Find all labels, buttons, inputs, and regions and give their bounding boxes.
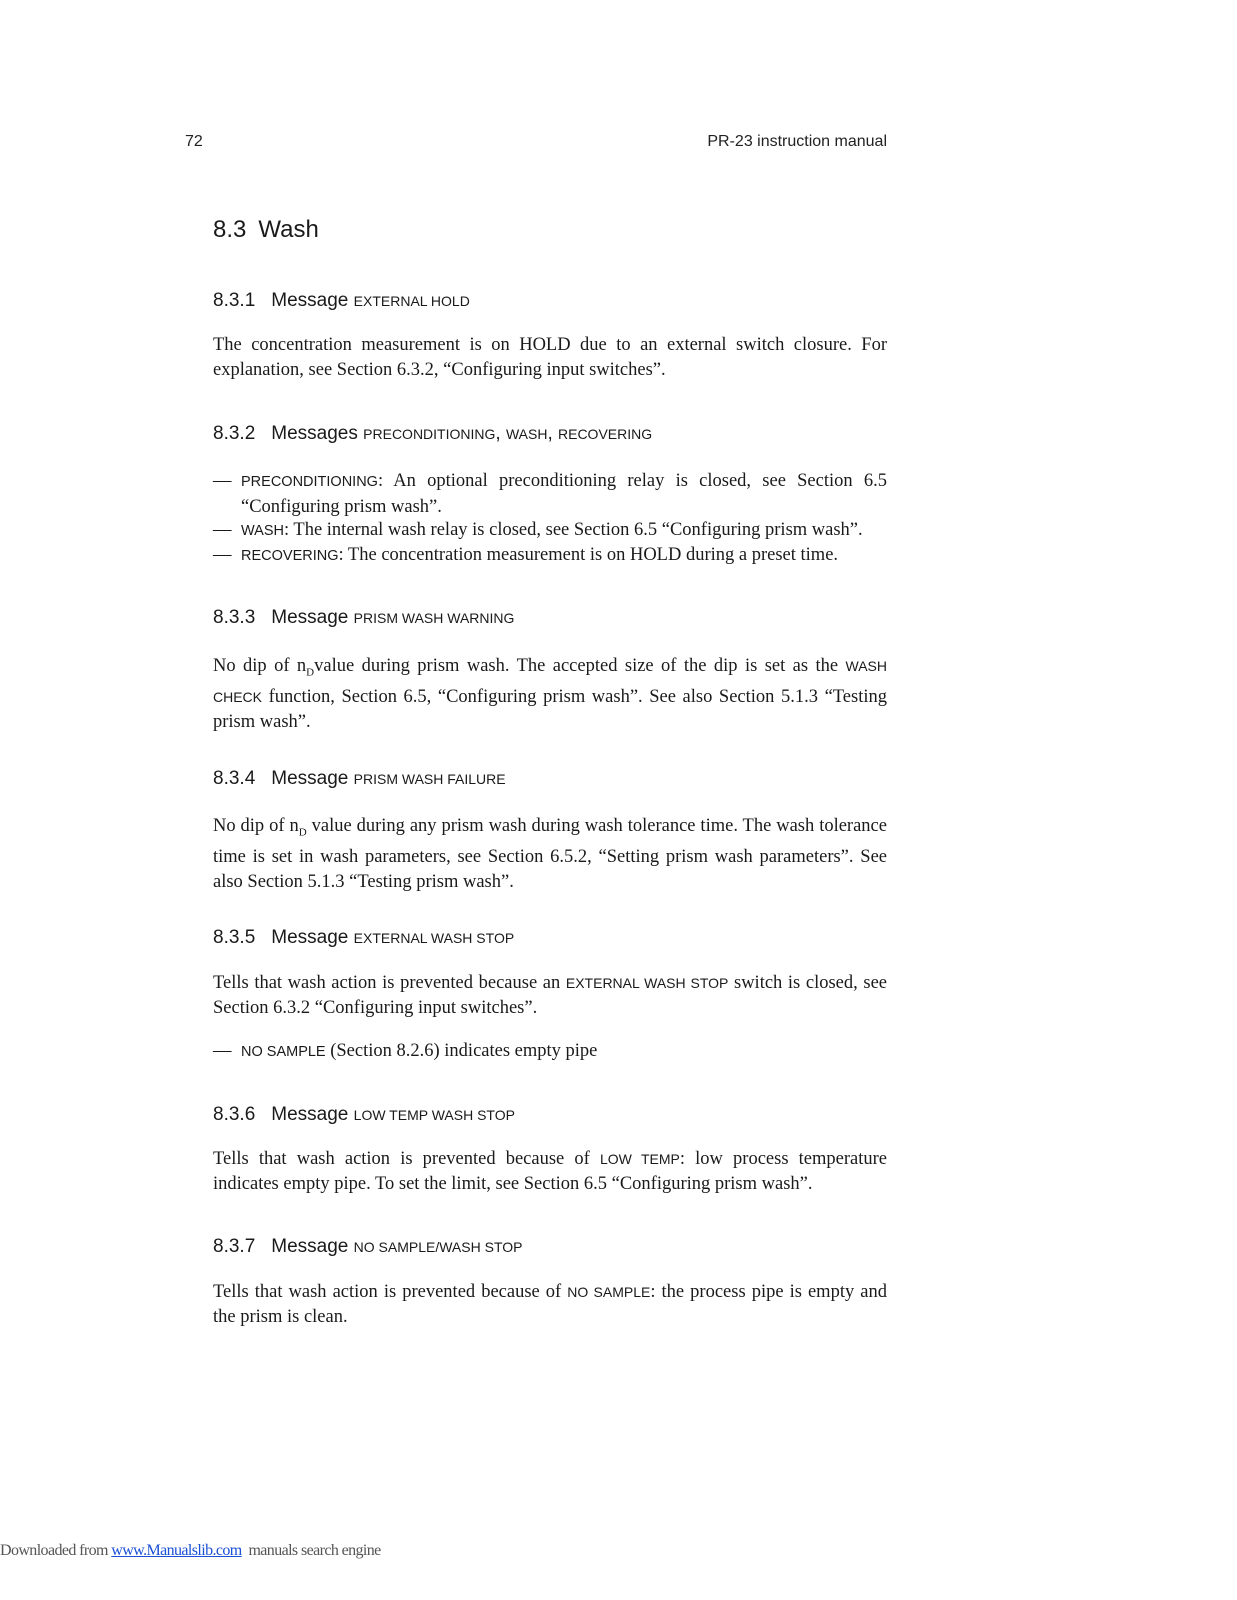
heading-prefix: Message — [271, 607, 349, 628]
running-header: PR-23 instruction manual — [707, 133, 887, 150]
message-code: WASH — [505, 426, 548, 442]
switch-code: EXTERNAL WASH STOP — [565, 975, 729, 991]
message-code: NO SAMPLE — [241, 1044, 326, 1060]
message-code: RECOVERING — [241, 548, 339, 564]
subscript: D — [298, 826, 307, 839]
list-item-text: : The internal wash relay is closed, see Section 6.5 “Configuring prism wash”. — [283, 520, 863, 540]
subsection-heading-8-3-5 — [213, 927, 887, 949]
message-code: NO SAMPLE/WASH STOP — [353, 1239, 523, 1255]
subsection-number: 8.3.1 — [213, 290, 256, 311]
paragraph-8-3-7 — [213, 1280, 887, 1329]
subsection-heading-8-3-4 — [213, 768, 887, 790]
paragraph-text: function, Section 6.5, “Configuring prism wash”. See also Section 5.1.3 “Testing prism wash”. — [213, 687, 887, 732]
paragraph-8-3-5 — [213, 971, 887, 1020]
message-code: PRECONDITIONING — [363, 426, 496, 442]
paragraph-text: Tells that wash action is prevented because of — [213, 1149, 600, 1169]
section-heading — [213, 216, 887, 244]
paragraph-text: : the process pipe is empty and the prism is clean. — [213, 1282, 887, 1327]
paragraph-8-3-4 — [213, 814, 887, 894]
list-dash: — — [213, 520, 232, 540]
download-footer — [0, 1542, 381, 1560]
message-code: EXTERNAL WASH STOP — [353, 930, 515, 946]
paragraph-8-3-1: The concentration measurement is on HOLD due to an external switch closure. For explanation, see Section 6.3.2, “Configuring input switches”. — [213, 335, 887, 380]
message-code: WASH — [241, 523, 284, 539]
message-code: LOW TEMP WASH STOP — [353, 1107, 515, 1123]
footer-text: manuals search engine — [241, 1542, 381, 1559]
section-title: Wash — [258, 216, 319, 243]
heading-prefix: Message — [271, 927, 349, 948]
heading-prefix: Message — [271, 768, 349, 789]
paragraph-text: No dip of n — [213, 816, 299, 836]
separator: , — [495, 423, 501, 444]
subsection-number: 8.3.7 — [213, 1236, 256, 1257]
page-number: 72 — [185, 133, 203, 150]
paragraph-text: value during any prism wash during wash tolerance time. The wash tolerance time is set in wash parameters, see Section 6.5.2, “Setting prism wash parameters”. See also Section 5.1.3 “Testing prism wash”. — [213, 816, 887, 892]
paragraph-text: switch is closed, see Section 6.3.2 “Configuring input switches”. — [213, 973, 887, 1018]
message-code: RECOVERING — [558, 426, 653, 442]
message-code: NO SAMPLE — [567, 1284, 651, 1300]
paragraph-text: No dip of n — [213, 656, 307, 676]
subsection-heading-8-3-2 — [213, 423, 887, 445]
subsection-number: 8.3.3 — [213, 607, 256, 628]
list-item-text: (Section 8.2.6) indicates empty pipe — [325, 1041, 598, 1061]
function-code: WASH CHECK — [213, 658, 887, 706]
list-item — [213, 518, 887, 544]
subsection-heading-8-3-7 — [213, 1236, 887, 1258]
subsection-number: 8.3.5 — [213, 927, 256, 948]
message-code: PRISM WASH WARNING — [353, 610, 515, 626]
paragraph-text: : low process temperature indicates empty pipe. To set the limit, see Section 6.5 “Configuring prism wash”. — [213, 1149, 887, 1194]
message-code: EXTERNAL HOLD — [353, 293, 470, 309]
list-item-text: : An optional preconditioning relay is closed, see Section 6.5 “Configuring prism wash”. — [241, 471, 887, 517]
paragraph-8-3-3 — [213, 654, 887, 734]
heading-prefix: Message — [271, 1236, 349, 1257]
list-dash: — — [213, 471, 232, 491]
list-item — [213, 1039, 887, 1065]
message-code: LOW TEMP — [599, 1151, 680, 1167]
section-number: 8.3 — [213, 216, 247, 243]
heading-prefix: Message — [271, 290, 349, 311]
subsection-number: 8.3.4 — [213, 768, 256, 789]
list-dash: — — [213, 545, 232, 565]
message-code: PRECONDITIONING — [241, 474, 378, 490]
subsection-heading-8-3-3 — [213, 607, 887, 629]
subsection-heading-8-3-1 — [213, 290, 887, 312]
footer-text: Downloaded from — [0, 1542, 112, 1559]
separator: , — [547, 423, 553, 444]
subsection-number: 8.3.2 — [213, 423, 256, 444]
list-dash: — — [213, 1041, 232, 1061]
paragraph-text: value during prism wash. The accepted size of the dip is set as the — [314, 656, 846, 676]
list-item-text: : The concentration measurement is on HOLD during a preset time. — [338, 545, 839, 565]
subsection-heading-8-3-6 — [213, 1104, 887, 1126]
list-item — [213, 469, 887, 519]
heading-prefix: Messages — [271, 423, 358, 444]
message-code: PRISM WASH FAILURE — [353, 771, 506, 787]
subscript: D — [306, 666, 315, 679]
paragraph-8-3-6 — [213, 1147, 887, 1196]
manualslib-link[interactable]: www.Manualslib.com — [111, 1542, 242, 1559]
subsection-number: 8.3.6 — [213, 1104, 256, 1125]
paragraph-text: Tells that wash action is prevented because of — [213, 1282, 568, 1302]
list-item — [213, 543, 887, 569]
paragraph-text: Tells that wash action is prevented because an — [213, 973, 566, 993]
heading-prefix: Message — [271, 1104, 349, 1125]
